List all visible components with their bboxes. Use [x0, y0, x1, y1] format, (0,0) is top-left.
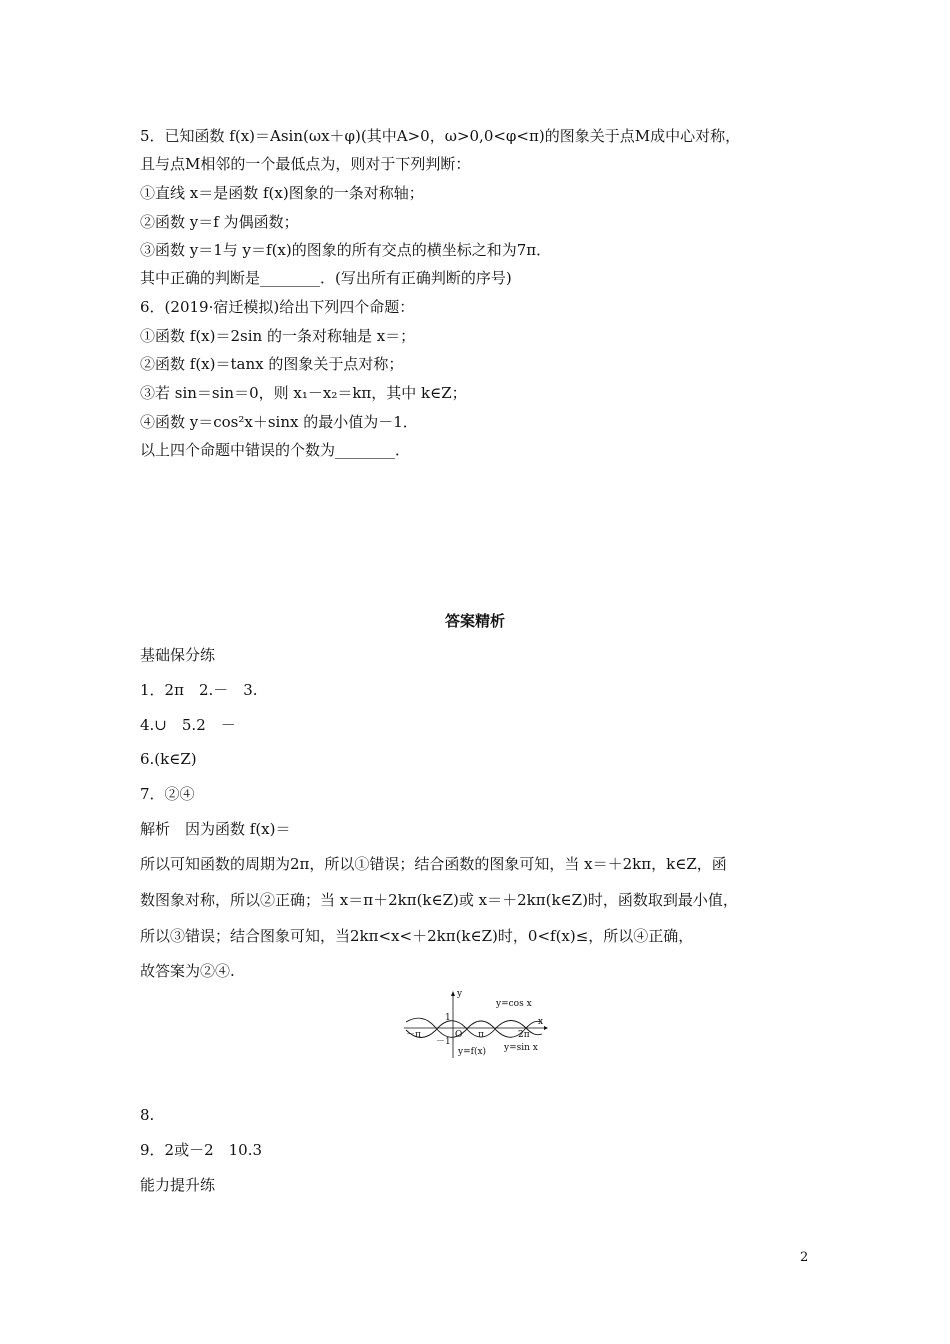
tick-one-label: 1 [445, 1013, 451, 1023]
p6-item2: ②函数 f(x)＝tanx 的图象关于点对称； [140, 355, 404, 373]
tick-neg-one-label: －1 [436, 1037, 451, 1047]
p6-item3: ③若 sin＝sin＝0，则 x₁－x₂＝kπ，其中 k∈Z； [140, 384, 467, 402]
analysis-line3: 所以③错误；结合图象可知，当2kπ<x<＋2kπ(k∈Z)时，0<f(x)≤，所以④正确， [140, 927, 694, 945]
p6-line1: 6．(2019·宿迁模拟)给出下列四个命题： [140, 298, 415, 316]
cos-curve-label: y=cos x [496, 999, 532, 1009]
p5-question: 其中正确的判断是________．(写出所有正确判断的序号) [140, 269, 512, 287]
tick-neg-pi-label: －π [406, 1030, 421, 1040]
page-number: 2 [800, 1250, 809, 1265]
analysis-line2: 数图象对称，所以②正确；当 x＝π＋2kπ(k∈Z)或 x＝＋2kπ(k∈Z)时，函数取到最小值， [140, 891, 738, 909]
y-axis-label: y [457, 989, 463, 999]
p5-item3: ③函数 y＝1与 y＝f(x)的图象的所有交点的横坐标之和为7π． [140, 241, 552, 259]
trig-graph-figure [400, 988, 550, 1060]
f-curve-label: y=f(x) [458, 1047, 487, 1057]
y-axis-arrow-icon [451, 991, 455, 996]
answer-4-5: 4.∪ 5.2 － [140, 716, 236, 734]
tick-two-pi-label: 2π [518, 1030, 530, 1040]
p5-line2: 且与点M相邻的一个最低点为，则对于下列判断： [140, 155, 471, 173]
p5-line1: 5．已知函数 f(x)＝Asin(ωx＋φ)(其中A>0，ω>0,0<φ<π)的图象关于点M成中心对称， [140, 127, 741, 145]
answer-6: 6.(k∈Z) [140, 750, 197, 768]
tick-pi-label: π [478, 1030, 484, 1040]
p6-item1: ①函数 f(x)＝2sin 的一条对称轴是 x＝； [140, 327, 416, 345]
answer-8: 8. [140, 1106, 155, 1124]
p5-item2: ②函数 y＝f 为偶函数； [140, 213, 299, 231]
p6-item4: ④函数 y＝cos²x＋sinx 的最小值为－1． [140, 413, 418, 431]
origin-label: O [455, 1030, 463, 1040]
analysis-conclusion: 故答案为②④. [140, 962, 235, 980]
answers-heading: 答案精析 [444, 612, 505, 630]
analysis-line1: 所以可知函数的周期为2π，所以①错误；结合函数的图象可知，当 x＝＋2kπ，k∈Z，函 [140, 855, 727, 873]
answer-1-3: 1．2π 2.－ 3. [140, 681, 258, 699]
answer-9-10: 9．2或－2 10.3 [140, 1141, 263, 1159]
sin-curve-label: y=sin x [504, 1043, 538, 1053]
analysis-intro: 解析 因为函数 f(x)＝ [140, 820, 291, 838]
section-basic: 基础保分练 [140, 646, 216, 664]
section-advanced: 能力提升练 [140, 1176, 216, 1194]
answer-7: 7．②④ [140, 785, 195, 803]
x-axis-label: x [538, 1017, 544, 1027]
p6-question: 以上四个命题中错误的个数为________． [140, 441, 411, 459]
p5-item1: ①直线 x＝是函数 f(x)图象的一条对称轴； [140, 184, 424, 202]
x-axis-arrow-icon [544, 1026, 548, 1030]
